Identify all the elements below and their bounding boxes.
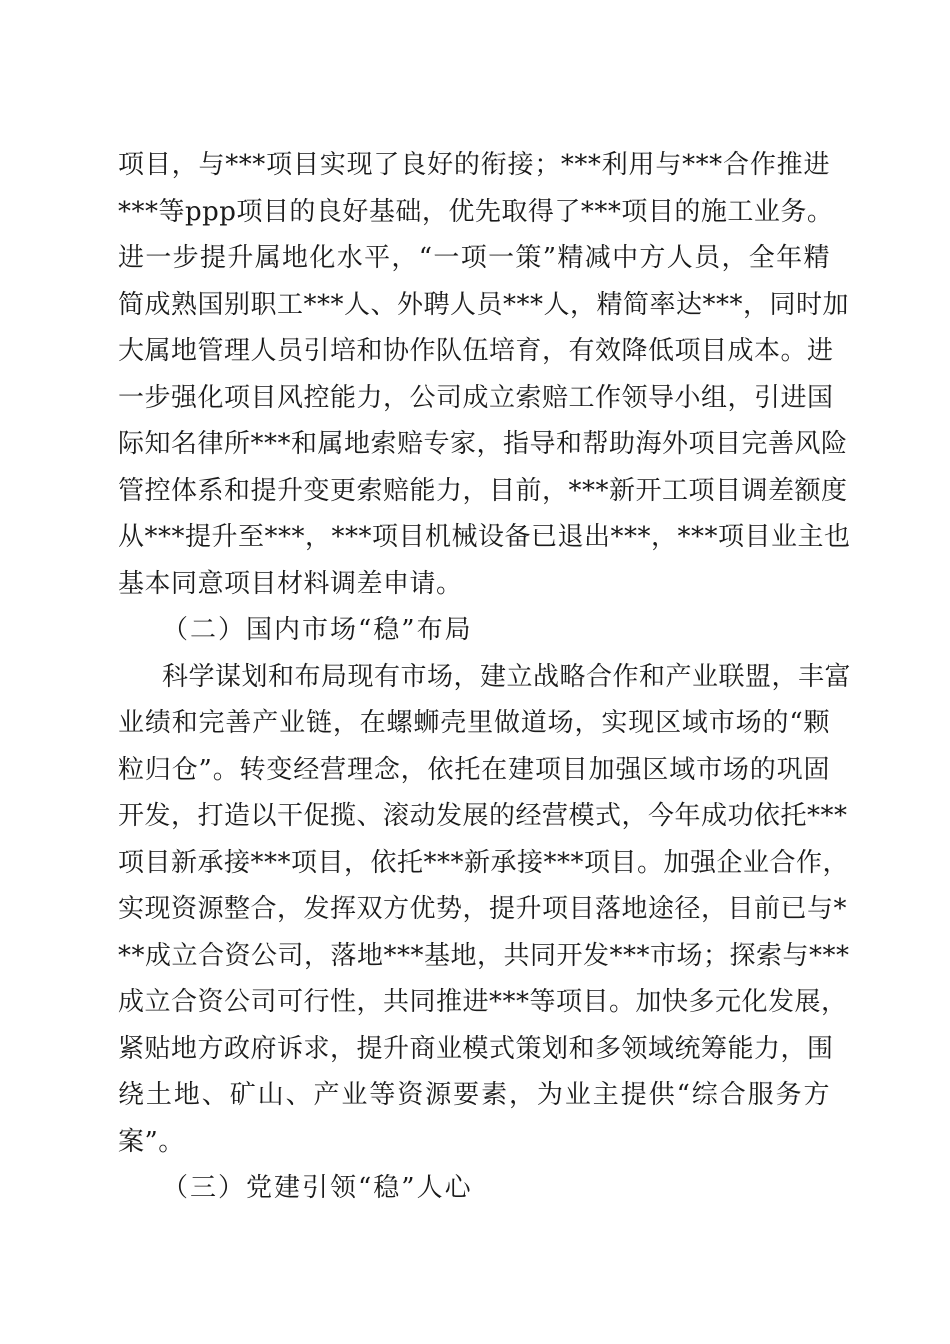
paragraph-1-line-8: 管控体系和提升变更索赔能力，目前，***新开工项目调差额度 <box>118 476 848 506</box>
paragraph-2-line-7: **成立合资公司，落地***基地，共同开发***市场；探索与*** <box>118 941 850 971</box>
paragraph-2-line-1: 科学谋划和布局现有市场，建立战略合作和产业联盟，丰富 <box>162 662 852 692</box>
paragraph-2-line-8: 成立合资公司可行性，共同推进***等项目。加快多元化发展， <box>118 987 848 1017</box>
paragraph-1-line-5: 大属地管理人员引培和协作队伍培育，有效降低项目成本。进 <box>118 336 834 366</box>
paragraph-2-line-3: 粒归仓”。转变经营理念，依托在建项目加强区域市场的巩固 <box>118 755 830 785</box>
paragraph-2-line-11: 案”。 <box>118 1127 185 1157</box>
paragraph-1-line-4: 简成熟国别职工***人、外聘人员***人，精简率达***，同时加 <box>118 290 850 320</box>
paragraph-2-line-5: 项目新承接***项目，依托***新承接***项目。加强企业合作， <box>118 848 850 878</box>
paragraph-1-line-10: 基本同意项目材料调差申请。 <box>118 569 463 599</box>
paragraph-1-line-3: 进一步提升属地化水平，“一项一策”精减中方人员，全年精 <box>118 243 830 273</box>
paragraph-2-line-4: 开发，打造以干促揽、滚动发展的经营模式，今年成功依托*** <box>118 801 848 831</box>
section-heading-2: （二）国内市场“稳”布局 <box>162 615 473 645</box>
paragraph-1-line-1: 项目，与***项目实现了良好的衔接；***利用与***合作推进 <box>118 150 830 180</box>
section-heading-3: （三）党建引领“稳”人心 <box>162 1173 473 1203</box>
paragraph-2-line-2: 业绩和完善产业链，在螺蛳壳里做道场，实现区域市场的“颗 <box>118 708 830 738</box>
paragraph-1-line-7: 际知名律所***和属地索赔专家，指导和帮助海外项目完善风险 <box>118 429 848 459</box>
paragraph-2-line-9: 紧贴地方政府诉求，提升商业模式策划和多领域统筹能力，围 <box>118 1034 834 1064</box>
paragraph-1-line-2: ***等ppp项目的良好基础，优先取得了***项目的施工业务。 <box>118 197 834 227</box>
paragraph-2-line-10: 绕土地、矿山、产业等资源要素，为业主提供“综合服务方 <box>118 1080 830 1110</box>
paragraph-1-line-9: 从***提升至***，***项目机械设备已退出***，***项目业主也 <box>118 522 851 552</box>
paragraph-2-line-6: 实现资源整合，发挥双方优势，提升项目落地途径，目前已与* <box>118 894 848 924</box>
paragraph-1-line-6: 一步强化项目风控能力，公司成立索赔工作领导小组，引进国 <box>118 383 834 413</box>
